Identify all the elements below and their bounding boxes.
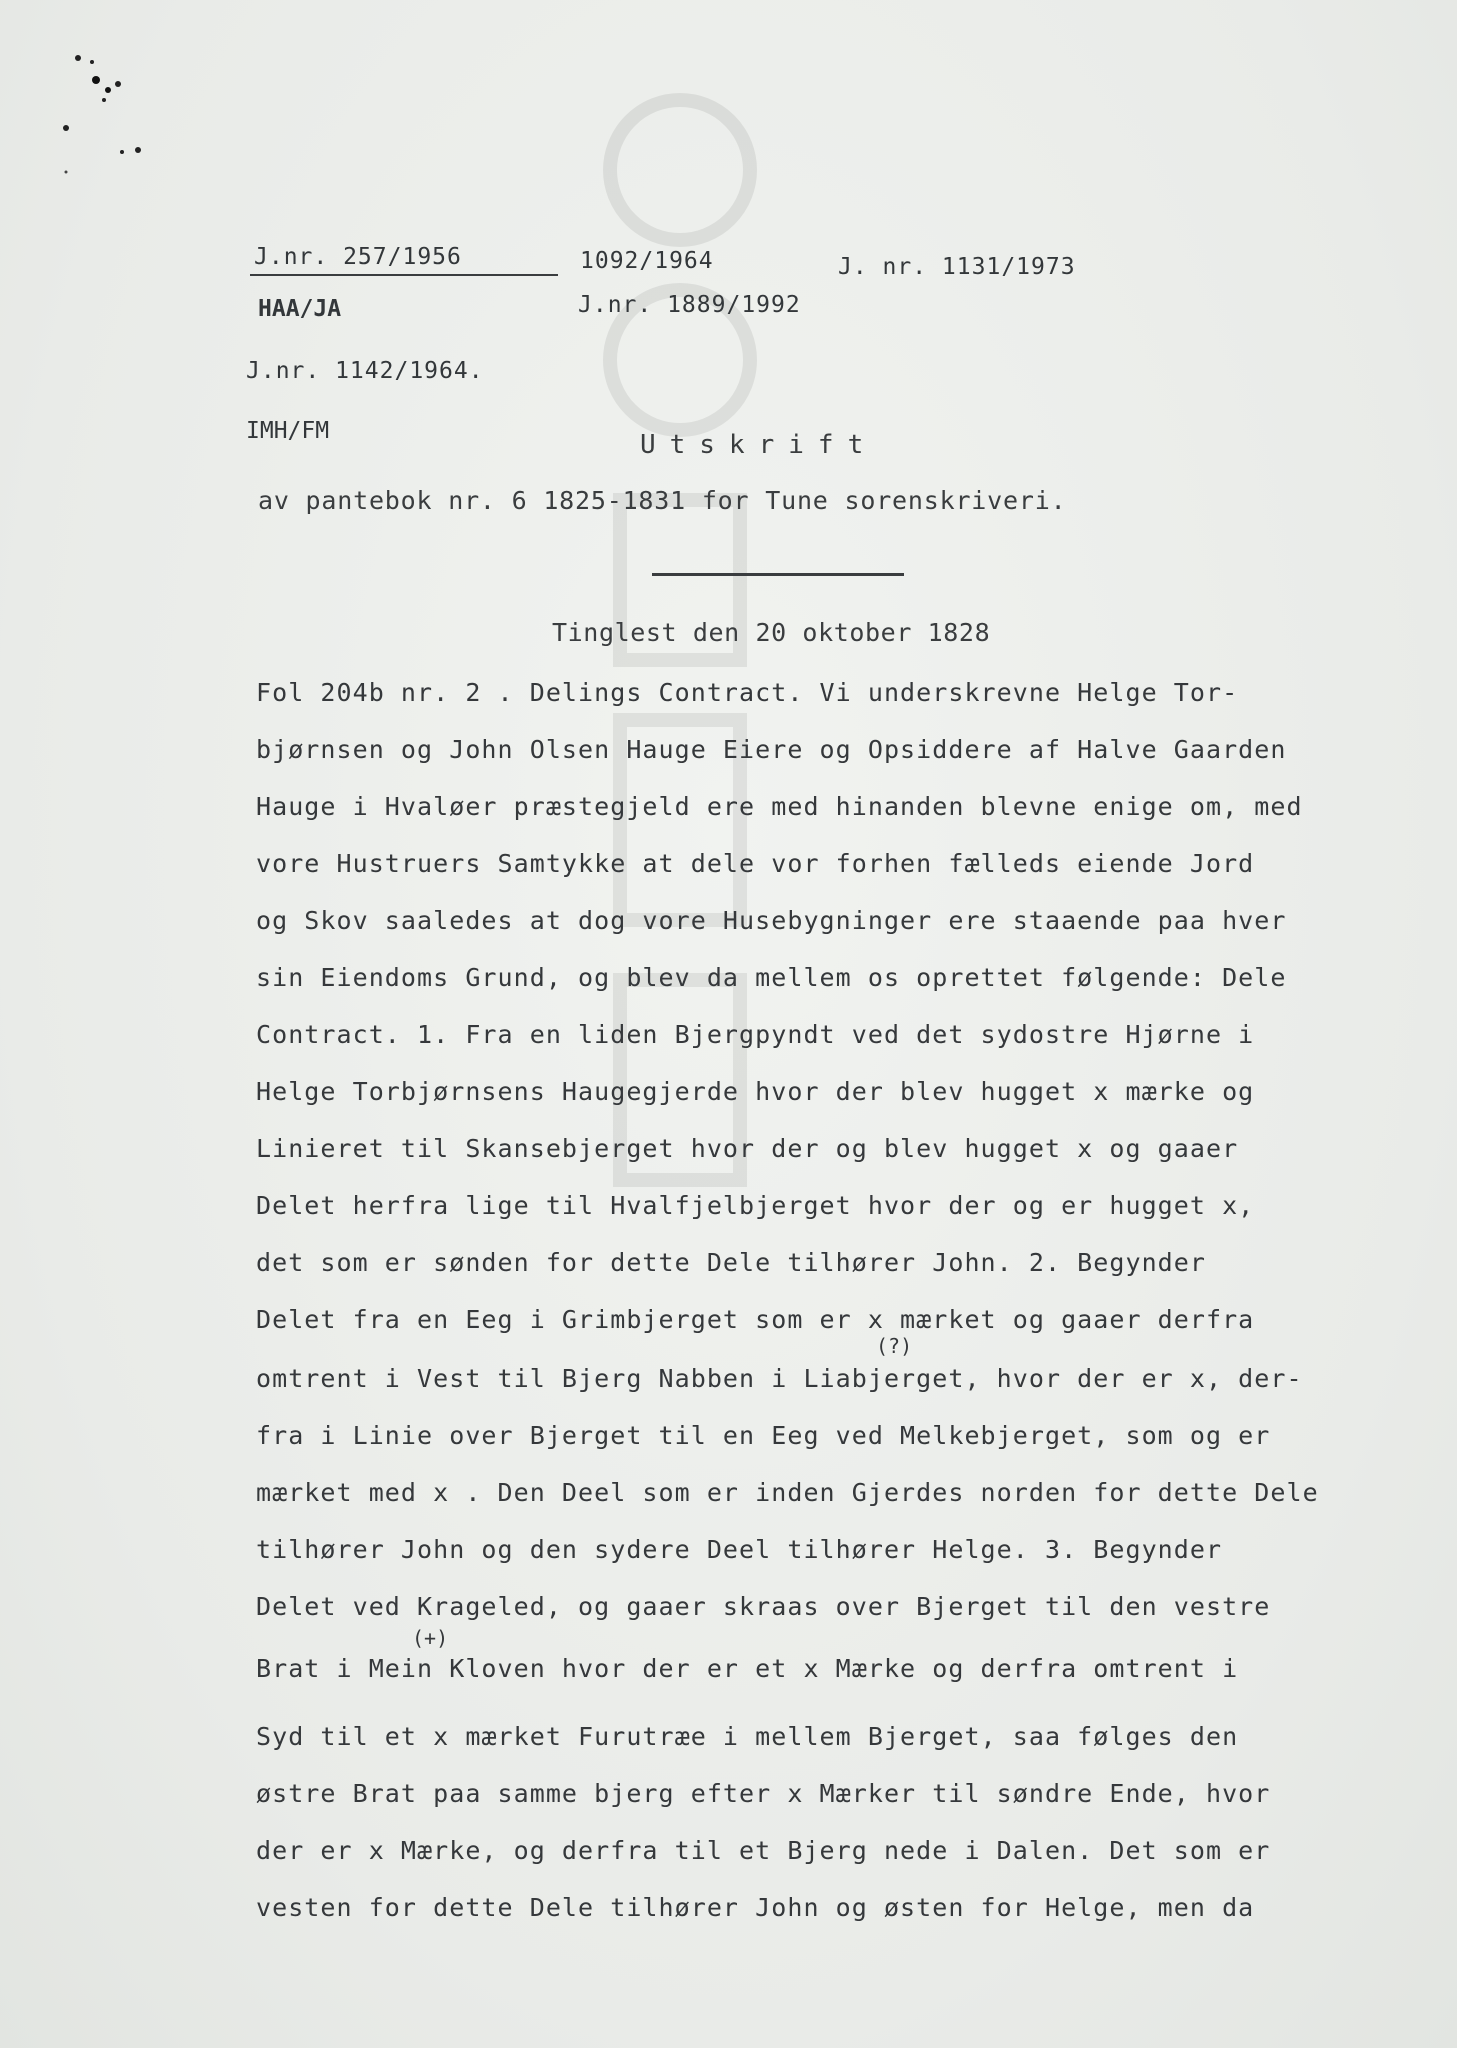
- body-line-6: sin Eiendoms Grund, og blev da mellem os oprettet følgende: Dele: [256, 963, 1287, 992]
- body-line-9: Linieret til Skansebjerget hvor der og blev hugget x og gaaer: [256, 1134, 1239, 1163]
- registration-date: Tinglest den 20 oktober 1828: [552, 618, 991, 647]
- body-line-14: fra i Linie over Bjerget til en Eeg ved Melkebjerget, som og er: [256, 1421, 1271, 1450]
- cross-annotation: (+): [412, 1626, 449, 1650]
- journal-ref-1964: 1092/1964: [580, 248, 714, 274]
- initials-imh-fm: IMH/FM: [246, 418, 330, 444]
- paper-specks: [0, 0, 200, 200]
- journal-ref-1956: J.nr. 257/1956: [254, 244, 462, 270]
- body-line-3: Hauge i Hvaløer præstegjeld ere med hinanden blevne enige om, med: [256, 792, 1303, 821]
- body-line-16: tilhører John og den sydere Deel tilhører Helge. 3. Begynder: [256, 1535, 1223, 1564]
- stamp-watermark: [560, 80, 800, 1380]
- journal-ref-1992: J.nr. 1889/1992: [578, 292, 801, 318]
- body-line-22: vesten for dette Dele tilhører John og østen for Helge, men da: [256, 1893, 1255, 1922]
- body-line-7: Contract. 1. Fra en liden Bjergpyndt ved det sydostre Hjørne i: [256, 1020, 1255, 1049]
- document-subtitle: av pantebok nr. 6 1825-1831 for Tune sorenskriveri.: [258, 486, 1067, 515]
- body-line-11: det som er sønden for dette Dele tilhører John. 2. Begynder: [256, 1248, 1206, 1277]
- body-line-1: Fol 204b nr. 2 . Delings Contract. Vi underskrevne Helge Tor-: [256, 678, 1239, 707]
- document-title: Utskrift: [640, 430, 878, 460]
- body-line-13: omtrent i Vest til Bjerg Nabben i Liabjerget, hvor der er x, der-: [256, 1364, 1303, 1393]
- query-annotation: (?): [876, 1334, 913, 1358]
- body-line-12: Delet fra en Eeg i Grimbjerget som er x mærket og gaaer derfra: [256, 1305, 1255, 1334]
- body-line-2: bjørnsen og John Olsen Hauge Eiere og Opsiddere af Halve Gaarden: [256, 735, 1287, 764]
- body-line-19: Syd til et x mærket Furutræe i mellem Bjerget, saa følges den: [256, 1722, 1239, 1751]
- ref-underline: [250, 274, 558, 276]
- initials-haa-ja: HAA/JA: [258, 296, 342, 322]
- body-line-5: og Skov saaledes at dog vore Husebygninger ere staaende paa hver: [256, 906, 1287, 935]
- body-line-15: mærket med x . Den Deel som er inden Gjerdes norden for dette Dele: [256, 1478, 1319, 1507]
- body-line-8: Helge Torbjørnsens Haugegjerde hvor der blev hugget x mærke og: [256, 1077, 1255, 1106]
- title-separator: [652, 573, 904, 576]
- body-line-20: østre Brat paa samme bjerg efter x Mærker til søndre Ende, hvor: [256, 1779, 1271, 1808]
- body-line-10: Delet herfra lige til Hvalfjelbjerget hvor der og er hugget x,: [256, 1191, 1255, 1220]
- body-line-4: vore Hustruers Samtykke at dele vor forhen fælleds eiende Jord: [256, 849, 1255, 878]
- journal-ref-1973: J. nr. 1131/1973: [838, 254, 1076, 280]
- body-line-17: Delet ved Krageled, og gaaer skraas over Bjerget til den vestre: [256, 1592, 1271, 1621]
- body-line-21: der er x Mærke, og derfra til et Bjerg nede i Dalen. Det som er: [256, 1836, 1271, 1865]
- body-line-18: Brat i Mein Kloven hvor der er et x Mærke og derfra omtrent i: [256, 1654, 1239, 1683]
- journal-ref-1142: J.nr. 1142/1964.: [246, 358, 484, 384]
